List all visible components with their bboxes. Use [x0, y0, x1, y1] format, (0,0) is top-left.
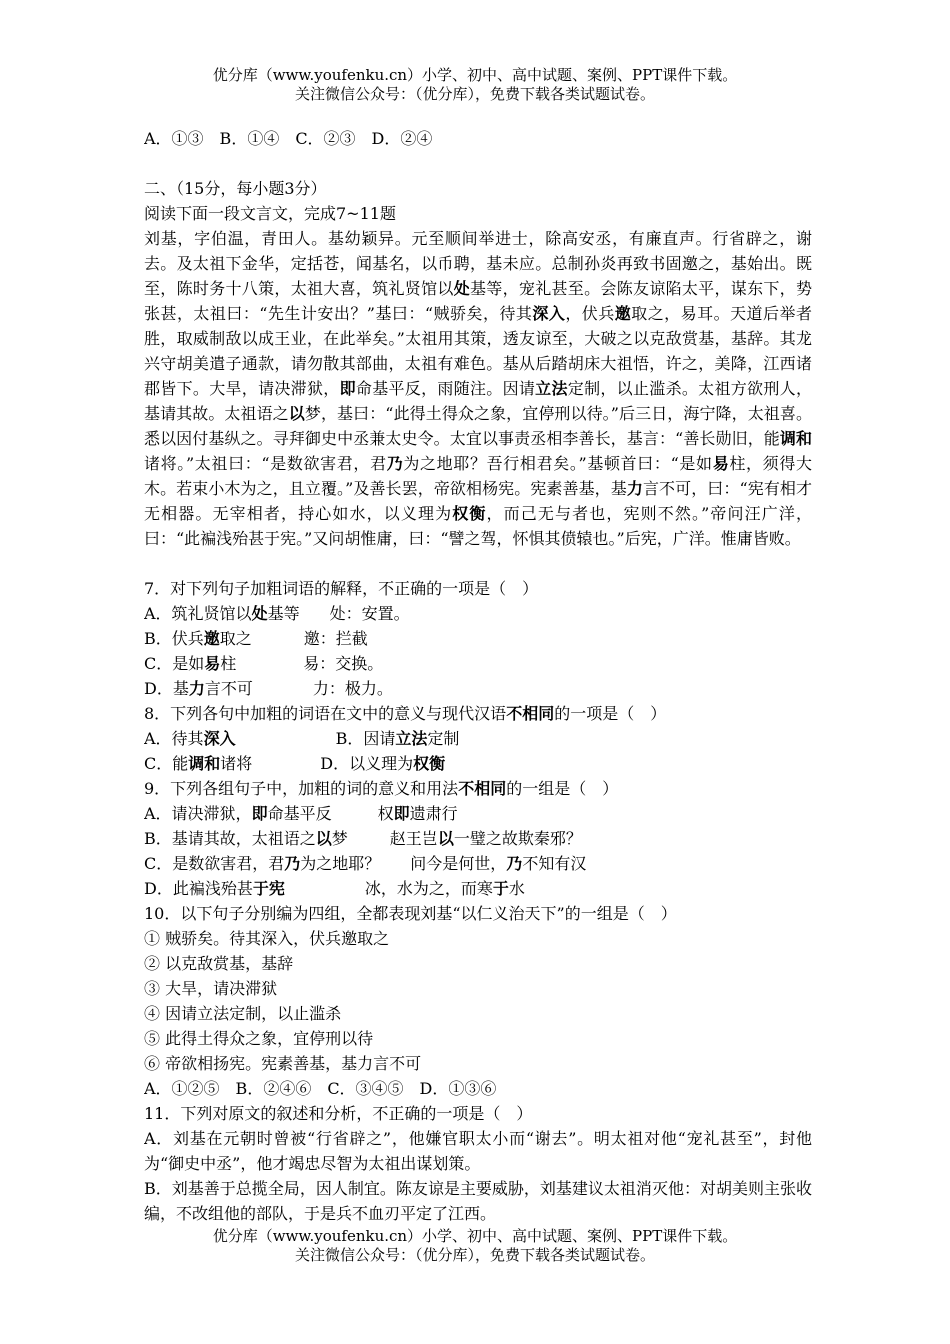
classical-passage: 刘基，字伯温，青田人。基幼颖异。元至顺间举进士，除高安丞，有廉直声。行省辟之，谢去。及太祖下金华，定括苍，闻基名，以币聘，基未应。总制孙炎再致书固邀之，基始出。既至，陈时务十八策，太祖大喜，筑礼贤馆以处基等，宠礼甚至。会陈友谅陷太平，谋东下，势张甚，太祖曰：“先生计安出？”基曰：“贼骄矣，待其深入，伏兵邀取之，易耳。天道后举者胜，取威制敌以成王业，在此举矣。”太祖用其策，透友谅至，大破之以克敌赏基，基辞。其龙兴守胡美遣子通款，请勿散其部曲，太祖有难色。基从后踏胡床大祖悟，许之，美降，江西诸郡皆下。大旱，请决滞狱，即命基平反，雨随注。因请立法定制，以止滥杀。太祖方欲刑人，基请其故。太祖语之以梦，基曰：“此得土得众之象，宜停刑以待。”后三日，海宁降，太祖喜。悉以因付基纵之。寻拜御史中丞兼太史令。太宜以事责丞相李善长，基言：“善长勋旧，能调和诸将。”太祖曰：“是数欲害君，君乃为之地耶？吾行相君矣。”基顿首曰：“是如易柱，须得大木。若束小木为之，且立覆。”及善长罢，帝欲相杨宪。宪素善基，基力言不可，曰：“宪有相才无相器。无宰相者，持心如水，以义理为权衡，而己无与者也，宪则不然。”帝问汪广洋，曰：“此褊浅殆甚于宪。”又问胡惟庸，曰：“譬之驾，怀惧其偾辕也。”后宪，广洋。惟庸皆败。 — [144, 229, 812, 548]
question-11-option-b: B．刘基善于总揽全局，因人制宜。陈友谅是主要威胁，刘基建议太祖消灭他：对胡美则主张收编，不改组他的部队，于是兵不血刃平定了江西。 — [144, 1179, 812, 1223]
question-8-stem: 8．下列各句中加粗的词语在文中的意义与现代汉语不相同的一项是（ ） — [144, 704, 667, 723]
question-10-stem: 10．以下句子分别编为四组，全都表现刘基“以仁义治天下”的一组是（ ） — [144, 904, 677, 923]
footer-line-1: 优分库（www.youfenku.cn）小学、初中、高中试题、案例、PPT课件下载。 — [212, 1227, 738, 1245]
question-10-item: ⑤ 此得土得众之象，宜停刑以待 — [144, 1029, 374, 1048]
section-title: 二、（15分，每小题3分） — [144, 179, 327, 198]
question-9-option-c: C．是数欲害君，君乃为之地耶？ 问今是何世，乃不知有汉 — [144, 854, 587, 873]
content — [144, 126, 812, 1226]
question-9-stem: 9．下列各组句子中，加粗的词的意义和用法不相同的一组是（ ） — [144, 779, 619, 798]
question-11-stem: 11．下列对原文的叙述和分析，不正确的一项是（ ） — [144, 1104, 533, 1123]
previous-answer-options: A．①③ B．①④ C．②③ D．②④ — [144, 129, 433, 148]
question-7-option-b: B．伏兵邀取之 邀：拦截 — [144, 629, 368, 648]
page-footer — [0, 1227, 950, 1265]
header-line-2: 关注微信公众号：（优分库），免费下载各类试题试卷。 — [294, 85, 655, 103]
question-9-option-b: B．基请其故，太祖语之以梦 赵王岂以一璧之故欺秦邪？ — [144, 829, 582, 848]
question-10-item: ④ 因请立法定制，以止滥杀 — [144, 1004, 342, 1023]
question-8-options-cd: C．能调和诸将 D．以义理为权衡 — [144, 754, 446, 773]
section-instruction: 阅读下面一段文言文，完成7~11题 — [144, 204, 396, 223]
question-9-option-a: A．请决滞狱，即命基平反 权即遗肃行 — [144, 804, 458, 823]
question-10-item: ① 贼骄矣。待其深入，伏兵邀取之 — [144, 929, 390, 948]
question-10-item: ③ 大旱，请决滞狱 — [144, 979, 278, 998]
header-line-1: 优分库（www.youfenku.cn）小学、初中、高中试题、案例、PPT课件下载。 — [212, 66, 738, 84]
question-10-options: A．①②⑤ B．②④⑥ C．③④⑤ D．①③⑥ — [144, 1079, 497, 1098]
question-9-option-d: D．此褊浅殆甚于宪 冰，水为之，而寒于水 — [144, 879, 525, 898]
question-7-stem: 7．对下列句子加粗词语的解释，不正确的一项是（ ） — [144, 579, 539, 598]
page-header — [0, 66, 950, 104]
question-8-options-ab: A．待其深入 B．因请立法定制 — [144, 729, 460, 748]
question-10-item: ⑥ 帝欲相扬宪。宪素善基，基力言不可 — [144, 1054, 422, 1073]
footer-line-2: 关注微信公众号：（优分库），免费下载各类试题试卷。 — [294, 1246, 655, 1264]
question-7-option-d: D．基力言不可 力：极力。 — [144, 679, 393, 698]
question-10-item: ② 以克敌赏基，基辞 — [144, 954, 294, 973]
question-7-option-c: C．是如易柱 易：交换。 — [144, 654, 384, 673]
question-11-option-a: A．刘基在元朝时曾被“行省辟之”，他嫌官职太小而“谢去”。明太祖对他“宠礼甚至”，封他为“御史中丞”，他才竭忠尽智为太祖出谋划策。 — [144, 1129, 812, 1173]
question-7-option-a: A．筑礼贤馆以处基等 处：安置。 — [144, 604, 410, 623]
